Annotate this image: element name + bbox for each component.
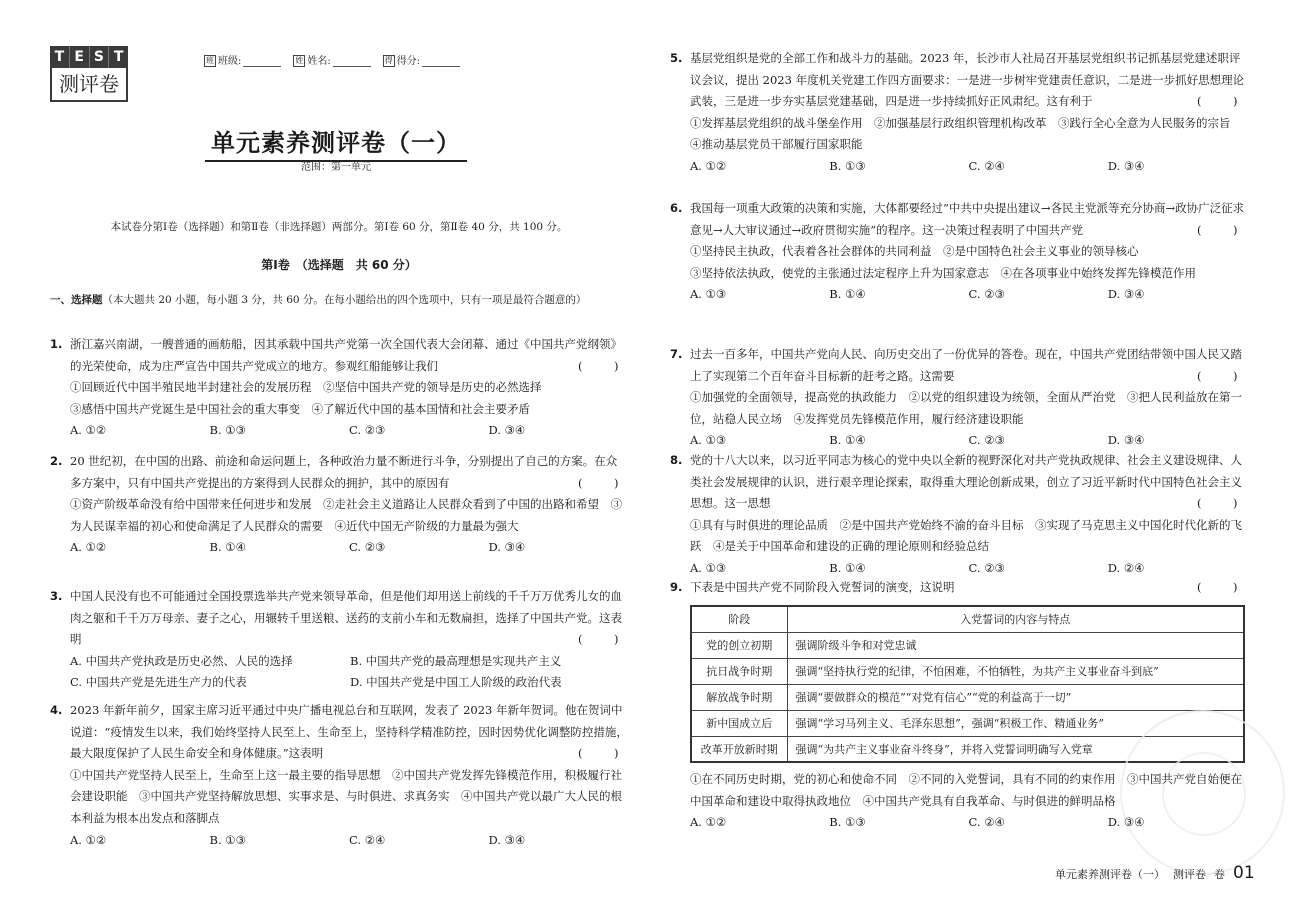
question-number: 9. [670, 580, 683, 594]
option-d[interactable]: D. ③④ [1107, 287, 1145, 302]
table-cell: 强调“为共产主义事业奋斗终身”，并将入党誓词明确写入党章 [787, 736, 1244, 762]
answer-bracket[interactable]: ( ) [578, 632, 629, 647]
question-stem: 中国人民没有也不可能通过全国投票选举共产党来领导革命，但是他们却用送上前线的千千万万优秀儿女的血肉之躯和千千万万母亲、妻子之心，用辗转千里送粮、送药的支前小车和无数扁担，选择了中国共产党。这表明 [70, 589, 622, 647]
footer-title: 单元素养测评卷（一） [1055, 868, 1165, 881]
option-c[interactable]: C. ②③ [349, 423, 386, 438]
name-field[interactable] [293, 52, 370, 67]
scope-text: 范围：第一单元 [301, 162, 371, 173]
statement: ③感悟中国共产党诞生是中国社会的重大事变 ④了解近代中国的基本国情和社会主要矛盾 [70, 401, 530, 416]
name-blank[interactable] [333, 57, 371, 67]
option-a[interactable]: A. ①③ [690, 287, 727, 302]
options [50, 537, 628, 559]
answer-bracket[interactable]: ( ) [1197, 496, 1248, 511]
intro-text: 本试卷分第Ⅰ卷（选择题）和第Ⅱ卷（非选择题）两部分。第Ⅰ卷 60 分，第Ⅱ卷 40 分，共 100 分。 [110, 221, 568, 233]
name-label: 姓名: [307, 56, 331, 67]
options [50, 651, 628, 694]
question-stem: 浙江嘉兴南湖，一艘普通的画舫船，因其承载中国共产党第一次全国代表大会闭幕、通过《中国共产党纲领》的光荣使命，成为庄严宣告中国共产党成立的地方。参观红船能够让我们 [70, 337, 622, 373]
table-cell: 强调阶级斗争和对党忠诚 [787, 632, 1244, 658]
option-d[interactable]: D. ②④ [1107, 560, 1145, 575]
score-field[interactable] [383, 52, 460, 67]
section-label: 一、选择题 [50, 294, 103, 306]
table-header: 阶段 [691, 606, 787, 632]
option-b[interactable]: B. ①③ [209, 832, 246, 847]
option-c[interactable]: C. ②③ [349, 540, 386, 555]
table-row [691, 658, 1244, 684]
table-cell: 新中国成立后 [691, 710, 787, 736]
option-c[interactable]: C. ②④ [968, 815, 1005, 830]
class-label: 班级: [218, 56, 242, 67]
table-cell: 改革开放新时期 [691, 736, 787, 762]
table-row [691, 632, 1244, 658]
option-a[interactable]: A. ①② [690, 815, 727, 830]
question-8 [670, 450, 1247, 580]
options [670, 430, 1247, 452]
question-stem: 基层党组织是党的全部工作和战斗力的基础。2023 年，长沙市人社局召开基层党组织书记抓基层党建述职评议会议，提出 2023 年度机关党建工作四方面要求：一是进一步树牢党建责任意识，二是进一步抓好思想理论武装，三是进一步夯实基层党建基础，四是进一步持续抓好正风肃纪。这有利于 [690, 51, 1245, 109]
question-number: 1. [50, 337, 63, 351]
options [670, 812, 1247, 834]
option-d[interactable]: D. ③④ [488, 423, 526, 438]
page-number: 01 [1233, 863, 1255, 883]
question-stem: 过去一百多年，中国共产党向人民、向历史交出了一份优异的答卷。现在，中国共产党团结带领中国人民又踏上了实现第二个百年奋斗目标新的赶考之路。这需要 [690, 347, 1242, 383]
option-a[interactable]: A. ①② [690, 158, 727, 173]
option-b[interactable]: B. ①④ [209, 540, 246, 555]
question-stem: 20 世纪初，在中国的出路、前途和命运问题上，各种政治力量不断进行斗争，分别提出了自己的方案。在众多方案中，只有中国共产党提出的方案得到人民群众的拥护，其中的原因有 [70, 454, 618, 490]
table-cell: 解放战争时期 [691, 684, 787, 710]
statement: ①中国共产党坚持人民至上，生命至上这一最主要的指导思想 ②中国共产党发挥先锋模范作用，积极履行社会建设职能 ③中国共产党坚持解放思想、实事求是、与时俱进、求真务实 ④中国共产党以最广大人民的根本利益为根本出发点和落脚点 [70, 767, 622, 825]
page-title: 单元素养测评卷（一） [205, 123, 467, 162]
option-d[interactable]: D. ③④ [488, 540, 526, 555]
logo-letter: T [113, 49, 124, 65]
answer-bracket[interactable]: ( ) [1197, 580, 1248, 594]
score-blank[interactable] [422, 57, 460, 67]
option-a[interactable]: A. 中国共产党执政是历史必然、人民的选择 [70, 653, 293, 668]
option-c[interactable]: C. ②③ [968, 433, 1005, 448]
statement: ①具有与时俱进的理论品质 ②是中国共产党始终不渝的奋斗目标 ③实现了马克思主义中国化时代化新的飞跃 ④是关于中国革命和建设的正确的理论原则和经验总结 [690, 517, 1242, 554]
options [670, 284, 1247, 306]
student-info [204, 52, 460, 67]
table-row [691, 684, 1244, 710]
table-cell: 强调“要做群众的模范”“对党有信心”“党的利益高于一切” [787, 684, 1244, 710]
question-number: 6. [670, 201, 683, 215]
options [50, 830, 628, 852]
question-number: 7. [670, 347, 683, 361]
statement: ①资产阶级革命没有给中国带来任何进步和发展 ②走社会主义道路让人民群众看到了中国的出路和希望 ③为人民谋幸福的初心和使命满足了人民群众的需要 ④近代中国无产阶级的力量最为强大 [70, 497, 622, 533]
option-c[interactable]: C. ②③ [968, 560, 1005, 575]
question-number: 2. [50, 454, 63, 468]
option-c[interactable]: C. ②④ [968, 158, 1005, 173]
option-d[interactable]: D. ③④ [1107, 815, 1145, 830]
option-b[interactable]: B. ①④ [829, 433, 866, 448]
question-number: 5. [670, 51, 683, 65]
question-7 [670, 344, 1247, 452]
answer-bracket[interactable]: ( ) [1197, 368, 1248, 383]
answer-bracket[interactable]: ( ) [578, 475, 629, 490]
class-blank[interactable] [243, 57, 281, 67]
section-description [50, 290, 628, 311]
logo-test-letters [50, 46, 128, 68]
option-d[interactable]: D. 中国共产党是中国工人阶级的政治代表 [350, 675, 562, 690]
option-c[interactable]: C. 中国共产党是先进生产力的代表 [70, 675, 247, 690]
page-footer [1055, 863, 1255, 883]
statement: ①发挥基层党组织的战斗堡垒作用 ②加强基层行政组织管理机构改革 ③践行全心全意为人民服务的宗旨 ④推动基层党员干部履行国家职能 [690, 115, 1242, 152]
table-cell: 强调“学习马列主义、毛泽东思想”，强调“积极工作、精通业务” [787, 710, 1244, 736]
statement: ①加强党的全面领导，提高党的执政能力 ②以党的组织建设为统领，全面从严治党 ③把人民利益放在第一位，站稳人民立场 ④发挥党员先锋模范作用，履行经济建设职能 [690, 390, 1242, 426]
question-9-answers [670, 769, 1247, 834]
answer-bracket[interactable]: ( ) [1197, 222, 1248, 237]
option-c[interactable]: C. ②④ [349, 832, 386, 847]
option-a[interactable]: A. ①② [70, 423, 107, 438]
table-cell: 抗日战争时期 [691, 658, 787, 684]
question-number: 3. [50, 589, 63, 603]
option-b[interactable]: B. ①③ [829, 815, 866, 830]
test-logo [50, 46, 128, 102]
question-stem: 我国每一项重大政策的决策和实施，大体都要经过“中共中央提出建议→各民主党派等充分协商→政协广泛征求意见→人大审议通过→政府贯彻实施”的程序。这一决策过程表明了中国共产党 [690, 201, 1245, 237]
statement: ①坚持民主执政，代表着各社会群体的共同利益 ②是中国特色社会主义事业的领导核心 [690, 244, 1139, 259]
question-2 [50, 451, 628, 559]
option-b[interactable]: B. 中国共产党的最高理想是实现共产主义 [350, 653, 562, 668]
question-4 [50, 700, 628, 851]
name-icon: 姓 [295, 56, 304, 65]
option-a[interactable]: A. ①② [70, 832, 107, 847]
logo-letter: E [70, 46, 90, 68]
class-field[interactable] [204, 52, 281, 67]
option-d[interactable]: D. ③④ [1107, 158, 1145, 173]
question-9 [670, 577, 1247, 599]
table-header: 入党誓词的内容与特点 [787, 606, 1244, 632]
statement: ③坚持依法执政，使党的主张通过法定程序上升为国家意志 ④在各项事业中始终发挥先锋模范作用 [690, 265, 1196, 280]
footer-label: 测评卷 [1173, 868, 1206, 881]
option-b[interactable]: B. ①③ [209, 423, 246, 438]
question-number: 4. [50, 703, 63, 717]
score-label: 得分: [396, 56, 421, 67]
option-a[interactable]: A. ①③ [690, 560, 727, 575]
question-3 [50, 586, 628, 694]
option-b[interactable]: B. ①③ [829, 158, 866, 173]
table-cell: 党的创立初期 [691, 632, 787, 658]
answer-bracket[interactable]: ( ) [578, 358, 629, 373]
question-5 [670, 48, 1247, 178]
option-d[interactable]: D. ③④ [488, 832, 526, 847]
options [670, 156, 1247, 178]
question-stem: 2023 年新年前夕，国家主席习近平通过中央广播电视总台和互联网，发表了 2023 年新年贺词。他在贺词中说道：“疫情发生以来，我们始终坚持人民至上、生命至上，坚持科学精准防控，因时因势优化调整防控措施，最大限度保护了人民生命安全和身体健康。”这表明 [70, 703, 628, 761]
statement: ①在不同历史时期，党的初心和使命不同 ②不同的入党誓词，具有不同的约束作用 ③中国共产党自始便在中国革命和建设中取得执政地位 ④中国共产党具有自我革命、与时俱进的鲜明品格 [690, 772, 1242, 808]
question-1 [50, 334, 628, 442]
logo-zh: 测评卷 [50, 68, 128, 102]
section-title: 第Ⅰ卷 （选择题 共 60 分） [261, 258, 417, 272]
option-a[interactable]: A. ①③ [690, 433, 727, 448]
table-header-row [691, 606, 1244, 632]
logo-letter: S [90, 46, 110, 68]
class-icon: 班 [206, 56, 214, 65]
question-stem: 下表是中国共产党不同阶段入党誓词的演变，这说明 [690, 580, 955, 594]
score-icon: 得 [384, 56, 393, 65]
statement: ①回顾近代中国半殖民地半封建社会的发展历程 ②坚信中国共产党的领导是历史的必然选择 [70, 380, 542, 395]
question-6 [670, 198, 1247, 306]
option-c[interactable]: C. ②③ [968, 287, 1005, 302]
question-stem: 党的十八大以来，以习近平同志为核心的党中央以全新的视野深化对共产党执政规律、社会主义建设规律、人类社会发展规律的认识，进行艰辛理论探索，取得重大理论创新成果，创立了习近平新时代中国特色社会主义思想。这一思想 [690, 453, 1242, 511]
section-desc-text: （本大题共 20 小题，每小题 3 分，共 60 分。在每小题给出的四个选项中，只有一项是最符合题意的） [102, 294, 587, 306]
footer-vol: 卷 [1214, 868, 1225, 881]
options [50, 420, 628, 442]
option-a[interactable]: A. ①② [70, 540, 107, 555]
answer-bracket[interactable]: ( ) [1197, 94, 1248, 109]
option-b[interactable]: B. ①④ [829, 287, 866, 302]
table-cell: 强调“坚持执行党的纪律，不怕困难，不怕牺牲，为共产主义事业奋斗到底” [787, 658, 1244, 684]
answer-bracket[interactable]: ( ) [578, 746, 629, 761]
option-b[interactable]: B. ①④ [829, 560, 866, 575]
question-number: 8. [670, 453, 683, 467]
logo-letter: T [50, 46, 70, 68]
option-d[interactable]: D. ③④ [1107, 433, 1145, 448]
